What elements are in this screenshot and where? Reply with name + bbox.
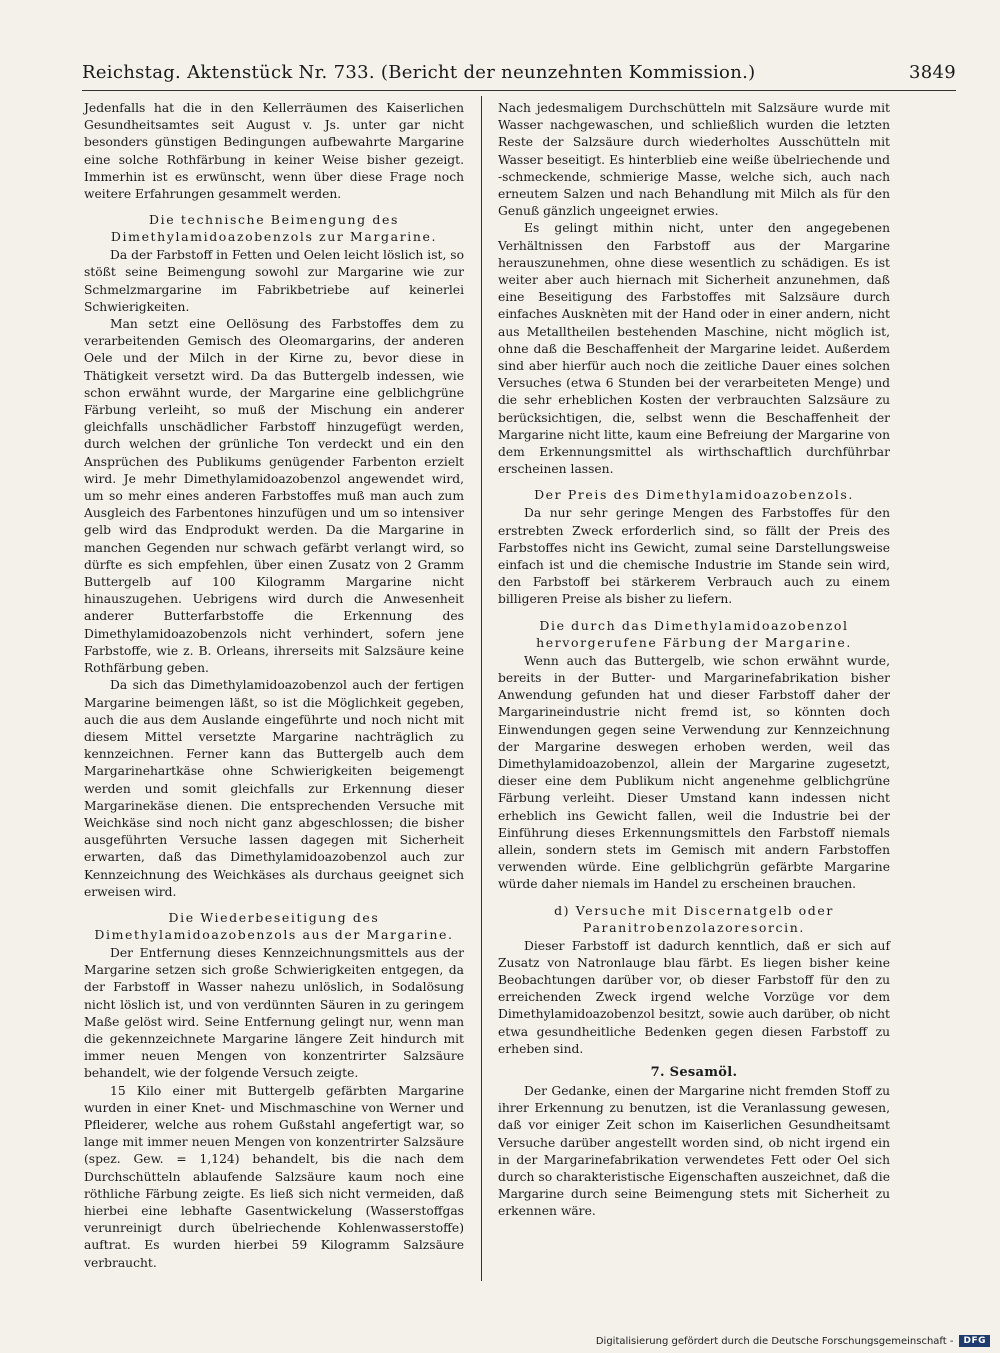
dfg-logo-icon: DFG [959, 1335, 990, 1347]
paragraph: Da der Farbstoff in Fetten und Oelen leicht löslich ist, so stößt seine Beimengung sowohl zur Margarine wie zur Schmelzmargarine im Fabrikbetriebe auf keinerlei Schwierigkeiten. [84, 248, 464, 314]
paragraph: Der Entfernung dieses Kennzeichnungsmittels aus der Margarine setzen sich große Schwierigkeiten entgegen, da der Farbstoff in Wasser nahezu unlöslich, in Sodalösung nicht löslich ist, und von verdünnten Säuren in zu geringem Maße gelöst wird. Seine Entfernung gelingt nur, wenn man die gekennzeichnete Margarine längere Zeit hindurch mit immer neuen Mengen von konzentrirter Salzsäure behandelt, wie der folgende Versuch zeigte. [84, 945, 464, 1081]
section-heading: Die Wiederbeseitigung des Dimethylamidoazobenzols aus der Margarine. [94, 909, 454, 942]
section-heading: Der Preis des Dimethylamidoazobenzols. [534, 487, 854, 503]
section-heading: Die durch das Dimethylamidoazobenzol hervorgerufene Färbung der Margarine. [536, 617, 852, 650]
left-column [84, 100, 464, 1272]
paragraph: Jedenfalls hat die in den Kellerräumen des Kaiserlichen Gesundheitsamtes seit August v. Js. unter gar nicht besonders günstigen Bedingungen aufbewahrte Margarine eine solche Rothfärbung in keiner Weise bisher gezeigt. Immerhin ist es erwünscht, wenn über diese Frage noch weitere Erfahrungen gesammelt werden. [84, 101, 464, 202]
paragraph: Wenn auch das Buttergelb, wie schon erwähnt wurde, bereits in der Butter- und Margarinefabrikation bisher Anwendung gefunden hat und dieser Farbstoff daher der Margarineindustrie nicht fremd ist, so könnten doch Einwendungen gegen seine Verwendung zur Kennzeichnung der Margarine deswegen erhoben werden, weil das Dimethylamidoazobenzol, allein der Margarine zugesetzt, dieser eine dem Publikum nicht angenehme gelblichgrüne Färbung verleiht. Dieser Umstand kann indessen nicht erheblich ins Gewicht fallen, weil die Industrie bei der Einführung dieses Erkennungsmittels den Farbstoff niemals allein, sondern stets im Gemisch mit andern Farbstoffen verwenden würde. Eine gelblichgrün gefärbte Margarine würde daher niemals im Handel zu erscheinen brauchen. [498, 653, 890, 892]
column-divider [481, 96, 482, 1281]
section-heading: Die technische Beimengung des Dimethylamidoazobenzols zur Margarine. [110, 212, 438, 245]
section-heading: 7. Sesamöl. [650, 1064, 738, 1080]
paragraph: Es gelingt mithin nicht, unter den angegebenen Verhältnissen den Farbstoff aus der Margarine herauszunehmen, ohne diese wesentlich zu schädigen. Es ist weiter aber auch hiernach mit Sicherheit anzunehmen, daß eine Beseitigung des Farbstoffes mit Salzsäure durch einfaches Ausknèten mit der Hand oder in einer andern, nicht aus Metalltheilen bestehenden Maschine, nicht möglich ist, ohne daß die Beschaffenheit der Margarine leidet. Außerdem sind aber hierfür auch noch die zeitliche Dauer eines solchen Versuches (etwa 6 Stunden bei der verarbeiteten Menge) und die sehr erheblichen Kosten der verbrauchten Salzsäure zu berücksichtigen, die, selbst wenn die Beschaffenheit der Margarine nicht litte, kaum eine Befreiung der Margarine von dem Erkennungsmittel als wirthschaftlich durchführbar erscheinen lassen. [498, 221, 890, 477]
footer-text: Digitalisierung gefördert durch die Deutsche Forschungsgemeinschaft - [595, 1335, 954, 1347]
digitization-footer [596, 1335, 990, 1347]
paragraph: Nach jedesmaligem Durchschütteln mit Salzsäure wurde mit Wasser nachgewaschen, und schließlich wurden die letzten Reste der Salzsäure durch wiederholtes Ausschütteln mit Wasser beseitigt. Es hinterblieb eine weiße übelriechende und -schmeckende, schmierige Masse, welche sich, auch nach erneutem Salzen und nach Behandlung mit Milch als für den Genuß gänzlich ungeeignet erwies. [498, 101, 890, 219]
page-number: 3849 [908, 62, 956, 83]
right-column [498, 100, 890, 1221]
page-header [82, 62, 956, 92]
header-title: Reichstag. Aktenstück Nr. 733. (Bericht der neunzehnten Kommission.) [82, 62, 756, 83]
section-heading: d) Versuche mit Discernatgelb oder Paranitrobenzolazoresorcin. [554, 902, 834, 935]
paragraph: Man setzt eine Oellösung des Farbstoffes dem zu verarbeitenden Gemisch des Oleomargarins, der anderen Oele und der Milch in der Kirne zu, bevor diese in Thätigkeit versetzt wird. Da das Buttergelb indessen, wie schon erwähnt wurde, der Margarine eine gelblichgrüne Färbung verleiht, so muß der Mischung ein anderer gleichfalls unschädlicher Farbstoff hinzugefügt werden, durch welchen der grünliche Ton verdeckt und ein den Ansprüchen des Publikums genügender Farbenton erzielt wird. Je mehr Dimethylamidoazobenzol angewendet wird, um so mehr eines anderen Farbstoffes muß man auch zum Ausgleich des Farbentones hinzufügen und um so intensiver gelb wird das Endprodukt werden. Da die Margarine in manchen Gegenden nur schwach gefärbt verlangt wird, so dürfte es sich empfehlen, über einen Zusatz von 2 Gramm Buttergelb auf 100 Kilogramm Margarine nicht hinauszugehen. Uebrigens wird durch die Anwesenheit anderer Butterfarbstoffe die Erkennung des Dimethylamidoazobenzols nicht verhindert, sofern jene Farbstoffe, wie z. B. Orleans, ihrerseits mit Salzsäure keine Rothfärbung geben. [84, 317, 464, 676]
paragraph: 15 Kilo einer mit Buttergelb gefärbten Margarine wurden in einer Knet- und Mischmaschine von Werner und Pfleiderer, welche aus rohem Gußstahl angefertigt war, so lange mit immer neuen Mengen von konzentrirter Salzsäure (spez. Gew. = 1,124) behandelt, bis die nach dem Durchschütteln ablaufende Salzsäure kaum noch eine röthliche Färbung zeigte. Es ließ sich nicht vermeiden, daß hierbei eine lebhafte Gasentwickelung (Wasserstoffgas verunreinigt durch übelriechende Kohlenwasserstoffe) auftrat. Es wurden hierbei 59 Kilogramm Salzsäure verbraucht. [84, 1083, 464, 1270]
paragraph: Der Gedanke, einen der Margarine nicht fremden Stoff zu ihrer Erkennung zu benutzen, ist die Veranlassung gewesen, daß vor einiger Zeit schon im Kaiserlichen Gesundheitsamt Versuche darüber angestellt worden sind, ob nicht irgend ein in der Margarinefabrikation verwendetes Fett oder Oel sich durch so charakteristische Eigenschaften auszeichnet, daß die Margarine durch seine Beimengung stets mit Sicherheit zu erkennen wäre. [498, 1083, 890, 1219]
paragraph: Da nur sehr geringe Mengen des Farbstoffes für den erstrebten Zweck erforderlich sind, so fällt der Preis des Farbstoffes nicht ins Gewicht, zumal seine Darstellungsweise einfach ist und die chemische Industrie im Stande sein wird, den Farbstoff bei stärkerem Verbrauch auch zu einem billigeren Preise als bisher zu liefern. [498, 506, 890, 607]
paragraph: Da sich das Dimethylamidoazobenzol auch der fertigen Margarine beimengen läßt, so ist die Möglichkeit gegeben, auch die aus dem Auslande eingeführte und noch nicht mit diesem Mittel versetzte Margarine nachträglich zu kennzeichnen. Ferner kann das Buttergelb auch dem Margarinehartkäse ohne Schwierigkeiten beigemengt werden und somit gleichfalls zur Erkennung dieser Margarinekäse dienen. Die entsprechenden Versuche mit Weichkäse sind noch nicht ganz abgeschlossen; die bisher ausgeführten Versuche lassen dagegen mit Sicherheit erwarten, daß das Dimethylamidoazobenzol auch zur Kennzeichnung des Weichkäses als durchaus geeignet sich erweisen wird. [84, 678, 464, 899]
paragraph: Dieser Farbstoff ist dadurch kenntlich, daß er sich auf Zusatz von Natronlauge blau färbt. Es liegen bisher keine Beobachtungen darüber vor, ob dieser Farbstoff für den zu erreichenden Zweck irgend welche Vorzüge vor dem Dimethylamidoazobenzol besitzt, sowie auch darüber, ob nicht etwa gesundheitliche Bedenken gegen diesen Farbstoff zu erheben sind. [498, 938, 890, 1056]
header-rule [82, 90, 956, 91]
